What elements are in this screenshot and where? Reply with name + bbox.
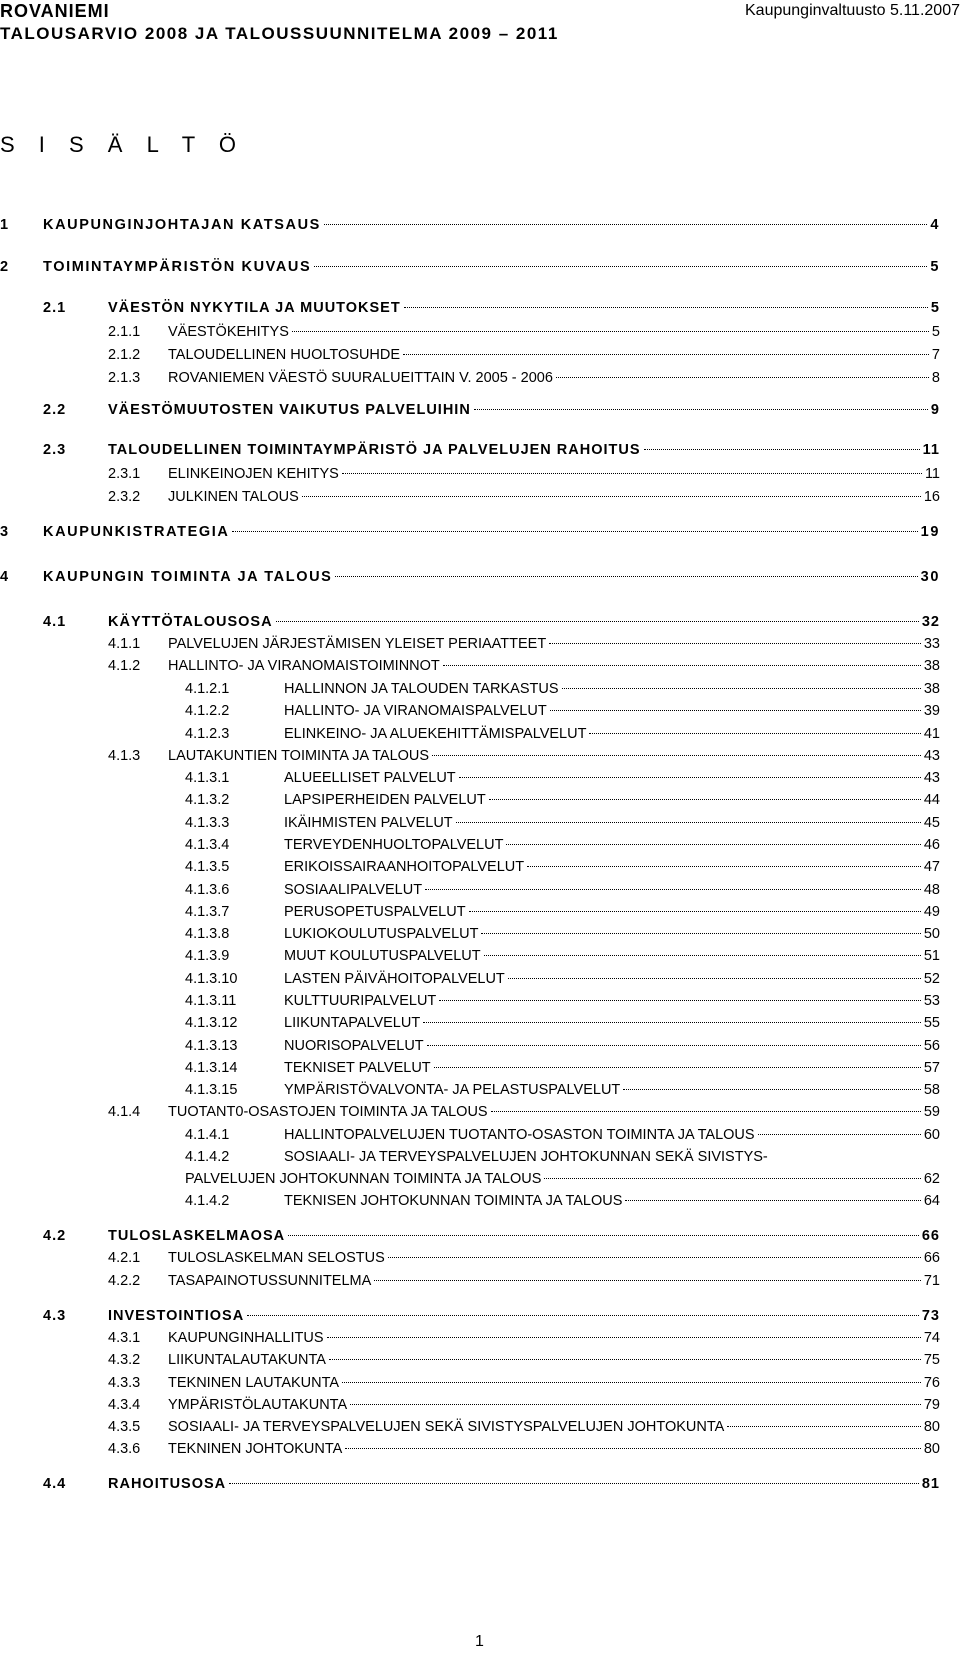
toc-entry-number: 4.1.3.13 xyxy=(185,1038,238,1054)
toc-entry-title: NUORISOPALVELUT xyxy=(284,1038,424,1054)
toc-entry-page: 49 xyxy=(923,904,940,920)
toc-entry-title: KÄYTTÖTALOUSOSA xyxy=(108,614,273,630)
toc-entry[interactable] xyxy=(185,1058,940,1078)
toc-entry-number: 2.1 xyxy=(43,300,67,316)
toc-entry[interactable] xyxy=(185,813,940,833)
toc-entry-number: 4.3.6 xyxy=(108,1441,141,1457)
dot-leader xyxy=(302,496,921,497)
toc-entry-number: 4.1.3.4 xyxy=(185,837,230,853)
dot-leader xyxy=(434,1067,921,1068)
page-number: 1 xyxy=(475,1633,484,1650)
toc-entry-title: TEKNINEN LAUTAKUNTA xyxy=(168,1375,340,1391)
dot-leader xyxy=(589,733,920,734)
toc-entry-number: 4.1.4.2 xyxy=(185,1149,230,1165)
toc-entry[interactable] xyxy=(185,1191,940,1211)
toc-entry-number: 4.1.3.10 xyxy=(185,971,238,987)
toc-entry[interactable] xyxy=(108,1395,940,1415)
toc-entry-number: 4.3.2 xyxy=(108,1352,141,1368)
toc-entry-page: 75 xyxy=(923,1352,940,1368)
toc-entry-title: VÄESTÖMUUTOSTEN VAIKUTUS PALVELUIHIN xyxy=(108,402,471,418)
toc-entry-page: 56 xyxy=(923,1038,940,1054)
dot-leader xyxy=(404,307,928,308)
toc-entry[interactable] xyxy=(108,1271,940,1291)
toc-entry[interactable] xyxy=(43,1226,940,1246)
toc-entry-number: 4.2.2 xyxy=(108,1273,141,1289)
toc-entry-page: 43 xyxy=(923,748,940,764)
toc-entry[interactable] xyxy=(185,1080,940,1100)
toc-entry[interactable] xyxy=(108,1350,940,1370)
toc-entry-title: ROVANIEMEN VÄESTÖ SUURALUEITTAIN V. 2005 - 2006 xyxy=(168,370,553,386)
toc-entry-number: 4.1.4.2 xyxy=(185,1193,230,1209)
toc-entry-number: 4.1.3.15 xyxy=(185,1082,238,1098)
header-subtitle: TALOUSARVIO 2008 JA TALOUSSUUNNITELMA 2009 – 2011 xyxy=(0,24,559,43)
toc-entry-title: SOSIAALI- JA TERVEYSPALVELUJEN JOHTOKUNNAN SEKÄ SIVISTYS- xyxy=(284,1149,768,1165)
toc-entry-page: 19 xyxy=(920,524,940,540)
toc-entry[interactable] xyxy=(185,768,940,788)
dot-leader xyxy=(549,643,921,644)
toc-entry[interactable] xyxy=(43,440,940,460)
toc-entry[interactable] xyxy=(185,1036,940,1056)
toc-entry[interactable] xyxy=(185,835,940,855)
toc-entry[interactable] xyxy=(0,522,940,542)
toc-entry[interactable] xyxy=(185,924,940,944)
toc-entry-page: 9 xyxy=(930,402,940,418)
toc-entry[interactable] xyxy=(43,400,940,420)
toc-entry-page: 11 xyxy=(924,466,940,482)
toc-entry-page: 66 xyxy=(923,1250,940,1266)
header-city: ROVANIEMI xyxy=(0,1,110,21)
toc-entry-number: 4.3.3 xyxy=(108,1375,141,1391)
dot-leader xyxy=(423,1022,921,1023)
dot-leader xyxy=(342,1382,921,1383)
toc-entry-number: 4.1.3.12 xyxy=(185,1015,238,1031)
toc-entry-number: 4.1.4 xyxy=(108,1104,141,1120)
dot-leader xyxy=(427,1045,921,1046)
toc-entry-page: 53 xyxy=(923,993,940,1009)
toc-entry[interactable] xyxy=(185,991,940,1011)
toc-entry-number: 4.1 xyxy=(43,614,67,630)
toc-entry-number: 2.3.2 xyxy=(108,489,141,505)
toc-entry[interactable] xyxy=(108,464,940,484)
toc-entry-page: 5 xyxy=(931,324,940,340)
dot-leader xyxy=(329,1359,921,1360)
toc-entry-title: PALVELUJEN JÄRJESTÄMISEN YLEISET PERIAATTEET xyxy=(168,636,547,652)
toc-entry-title-continued: PALVELUJEN JOHTOKUNNAN TOIMINTA JA TALOUS xyxy=(185,1171,542,1187)
toc-entry[interactable] xyxy=(108,1373,940,1393)
toc-entry-title: HALLINNON JA TALOUDEN TARKASTUS xyxy=(284,681,559,697)
dot-leader xyxy=(327,1337,921,1338)
toc-entry[interactable] xyxy=(185,857,940,877)
toc-entry-number: 4.1.2.3 xyxy=(185,726,230,742)
toc-entry-title: KULTTUURIPALVELUT xyxy=(284,993,437,1009)
toc-entry-page: 66 xyxy=(921,1228,940,1244)
toc-entry-title: LAUTAKUNTIEN TOIMINTA JA TALOUS xyxy=(168,748,430,764)
toc-entry-title: INVESTOINTIOSA xyxy=(108,1308,245,1324)
toc-entry-title: YMPÄRISTÖVALVONTA- JA PELASTUSPALVELUT xyxy=(284,1082,621,1098)
toc-entry-title: SOSIAALI- JA TERVEYSPALVELUJEN SEKÄ SIVISTYSPALVELUJEN JOHTOKUNTA xyxy=(168,1419,725,1435)
toc-entry-page: 81 xyxy=(921,1476,940,1492)
toc-entry-title: HALLINTO- JA VIRANOMAISTOIMINNOT xyxy=(168,658,440,674)
toc-entry-title: KAUPUNGIN TOIMINTA JA TALOUS xyxy=(43,569,333,585)
dot-leader xyxy=(481,933,920,934)
toc-entry-title: ALUEELLISET PALVELUT xyxy=(284,770,456,786)
dot-leader xyxy=(276,621,919,622)
toc-entry-page: 80 xyxy=(923,1441,940,1457)
toc-entry-continuation[interactable] xyxy=(185,1169,940,1189)
dot-leader xyxy=(288,1235,919,1236)
dot-leader xyxy=(229,1483,919,1484)
dot-leader xyxy=(314,266,927,267)
toc-entry-page: 74 xyxy=(923,1330,940,1346)
toc-entry-page: 51 xyxy=(923,948,940,964)
toc-entry-title: LIIKUNTALAUTAKUNTA xyxy=(168,1352,326,1368)
toc-entry-number: 4.1.3.14 xyxy=(185,1060,238,1076)
dot-leader xyxy=(374,1280,921,1281)
toc-entry-page: 30 xyxy=(920,569,940,585)
toc-entry[interactable] xyxy=(185,946,940,966)
toc-entry-number: 4.1.3.2 xyxy=(185,792,230,808)
toc-entry-number: 4.3.1 xyxy=(108,1330,141,1346)
toc-entry[interactable] xyxy=(43,612,940,632)
toc-entry-page: 43 xyxy=(923,770,940,786)
dot-leader xyxy=(335,576,917,577)
toc-entry-number: 2.3.1 xyxy=(108,466,141,482)
toc-entry-title: HALLINTOPALVELUJEN TUOTANTO-OSASTON TOIMINTA JA TALOUS xyxy=(284,1127,755,1143)
toc-entry-number: 4.1.2 xyxy=(108,658,141,674)
dot-leader xyxy=(727,1426,921,1427)
toc-entry-number: 4.1.3.5 xyxy=(185,859,230,875)
dot-leader xyxy=(443,665,921,666)
toc-entry[interactable] xyxy=(185,969,940,989)
dot-leader xyxy=(484,955,921,956)
toc-entry-number: 4 xyxy=(0,569,10,585)
toc-entry-number: 4.1.3 xyxy=(108,748,141,764)
toc-entry-page: 32 xyxy=(921,614,940,630)
toc-entry-page: 47 xyxy=(923,859,940,875)
toc-entry[interactable] xyxy=(108,1248,940,1268)
toc-entry[interactable] xyxy=(108,487,940,507)
toc-entry-page: 76 xyxy=(923,1375,940,1391)
toc-entry[interactable] xyxy=(0,257,940,277)
toc-entry-number: 4.3 xyxy=(43,1308,67,1324)
toc-entry-page: 48 xyxy=(923,882,940,898)
toc-entry-number: 4.2.1 xyxy=(108,1250,141,1266)
dot-leader xyxy=(758,1134,921,1135)
toc-entry-title: LASTEN PÄIVÄHOITOPALVELUT xyxy=(284,971,505,987)
toc-entry-title: SOSIAALIPALVELUT xyxy=(284,882,423,898)
toc-entry-title: TEKNINEN JOHTOKUNTA xyxy=(168,1441,343,1457)
toc-entry[interactable] xyxy=(43,298,940,318)
toc-entry-title: JULKINEN TALOUS xyxy=(168,489,299,505)
toc-entry[interactable] xyxy=(108,1328,940,1348)
dot-leader xyxy=(550,710,921,711)
toc-entry-number: 4.2 xyxy=(43,1228,67,1244)
toc-entry-title: LUKIOKOULUTUSPALVELUT xyxy=(284,926,479,942)
toc-entry-title: IKÄIHMISTEN PALVELUT xyxy=(284,815,453,831)
toc-entry-title: ERIKOISSAIRAANHOITOPALVELUT xyxy=(284,859,525,875)
dot-leader xyxy=(623,1089,921,1090)
dot-leader xyxy=(491,1111,921,1112)
toc-entry-number: 4.1.3.8 xyxy=(185,926,230,942)
dot-leader xyxy=(489,799,921,800)
dot-leader xyxy=(527,866,921,867)
toc-entry[interactable] xyxy=(108,322,940,342)
toc-entry-page: 59 xyxy=(923,1104,940,1120)
toc-entry-number: 4.1.2.2 xyxy=(185,703,230,719)
toc-entry-page: 79 xyxy=(923,1397,940,1413)
toc-entry-number: 4.1.3.7 xyxy=(185,904,230,920)
toc-entry[interactable] xyxy=(0,215,940,235)
toc-entry-page: 38 xyxy=(923,658,940,674)
dot-leader xyxy=(324,224,927,225)
toc-entry-page: 4 xyxy=(930,217,940,233)
toc-entry-page: 46 xyxy=(923,837,940,853)
toc-entry-title: VÄESTÖKEHITYS xyxy=(168,324,289,340)
toc-entry-title: TEKNISEN JOHTOKUNNAN TOIMINTA JA TALOUS xyxy=(284,1193,623,1209)
dot-leader xyxy=(345,1448,921,1449)
toc-entry-number: 1 xyxy=(0,217,10,233)
toc-entry-page: 73 xyxy=(921,1308,940,1324)
toc-entry-number: 2 xyxy=(0,259,10,275)
toc-entry[interactable] xyxy=(108,1417,940,1437)
header-meeting-date: Kaupunginvaltuusto 5.11.2007 xyxy=(745,2,960,19)
toc-entry-title: KAUPUNGINHALLITUS xyxy=(168,1330,324,1346)
toc-entry[interactable] xyxy=(108,368,940,388)
toc-entry[interactable] xyxy=(185,679,940,699)
toc-entry[interactable] xyxy=(185,1147,940,1167)
toc-entry[interactable] xyxy=(43,1474,940,1494)
toc-entry-page: 80 xyxy=(923,1419,940,1435)
toc-entry-number: 2.3 xyxy=(43,442,67,458)
dot-leader xyxy=(625,1200,920,1201)
dot-leader xyxy=(292,331,929,332)
toc-entry-number: 3 xyxy=(0,524,10,540)
toc-entry-number: 4.1.3.6 xyxy=(185,882,230,898)
toc-entry[interactable] xyxy=(108,1439,940,1459)
toc-entry-page: 11 xyxy=(922,442,940,458)
toc-entry-number: 2.1.1 xyxy=(108,324,141,340)
toc-entry[interactable] xyxy=(185,790,940,810)
toc-entry-title: TALOUDELLINEN TOIMINTAYMPÄRISTÖ JA PALVELUJEN RAHOITUS xyxy=(108,442,641,458)
dot-leader xyxy=(644,449,920,450)
toc-entry-page: 62 xyxy=(923,1171,940,1187)
dot-leader xyxy=(439,1000,921,1001)
toc-entry-title: ELINKEINOJEN KEHITYS xyxy=(168,466,339,482)
toc-entry-number: 4.1.2.1 xyxy=(185,681,230,697)
toc-entry-page: 5 xyxy=(930,300,940,316)
toc-entry-page: 50 xyxy=(923,926,940,942)
toc-entry-title: TERVEYDENHUOLTOPALVELUT xyxy=(284,837,504,853)
toc-entry-title: KAUPUNGINJOHTAJAN KATSAUS xyxy=(43,217,321,233)
toc-entry-page: 5 xyxy=(930,259,940,275)
toc-entry-title: RAHOITUSOSA xyxy=(108,1476,227,1492)
toc-entry-title: TASAPAINOTUSSUNNITELMA xyxy=(168,1273,372,1289)
toc-entry-page: 8 xyxy=(931,370,940,386)
toc-entry-title: YMPÄRISTÖLAUTAKUNTA xyxy=(168,1397,348,1413)
toc-entry-title: ELINKEINO- JA ALUEKEHITTÄMISPALVELUT xyxy=(284,726,587,742)
toc-heading: S I S Ä L T Ö xyxy=(0,132,245,157)
toc-entry[interactable] xyxy=(43,1306,940,1326)
toc-entry-page: 71 xyxy=(923,1273,940,1289)
toc-entry[interactable] xyxy=(0,567,940,587)
toc-entry-page: 38 xyxy=(923,681,940,697)
toc-entry-title: MUUT KOULUTUSPALVELUT xyxy=(284,948,481,964)
dot-leader xyxy=(403,354,929,355)
toc-entry[interactable] xyxy=(108,345,940,365)
toc-entry-page: 16 xyxy=(923,489,940,505)
toc-entry-page: 64 xyxy=(923,1193,940,1209)
toc-entry[interactable] xyxy=(185,1125,940,1145)
toc-entry[interactable] xyxy=(185,880,940,900)
dot-leader xyxy=(508,978,921,979)
dot-leader xyxy=(388,1257,921,1258)
toc-entry[interactable] xyxy=(185,724,940,744)
dot-leader xyxy=(562,688,921,689)
dot-leader xyxy=(469,911,921,912)
toc-entry-page: 55 xyxy=(923,1015,940,1031)
toc-entry-title: LIIKUNTAPALVELUT xyxy=(284,1015,421,1031)
toc-entry-number: 2.1.3 xyxy=(108,370,141,386)
toc-entry-number: 4.1.4.1 xyxy=(185,1127,230,1143)
toc-entry-title: TALOUDELLINEN HUOLTOSUHDE xyxy=(168,347,401,363)
toc-entry-title: LAPSIPERHEIDEN PALVELUT xyxy=(284,792,486,808)
toc-entry-page: 57 xyxy=(923,1060,940,1076)
toc-entry-page: 7 xyxy=(931,347,940,363)
toc-entry-number: 4.3.4 xyxy=(108,1397,141,1413)
toc-entry-number: 4.1.3.9 xyxy=(185,948,230,964)
dot-leader xyxy=(232,531,917,532)
toc-entry-number: 2.1.2 xyxy=(108,347,141,363)
toc-entry-title: TUOTANT0-OSASTOJEN TOIMINTA JA TALOUS xyxy=(168,1104,488,1120)
toc-entry-page: 39 xyxy=(923,703,940,719)
dot-leader xyxy=(544,1178,920,1179)
toc-entry-number: 4.1.1 xyxy=(108,636,141,652)
dot-leader xyxy=(556,377,929,378)
toc-entry-title: TOIMINTAYMPÄRISTÖN KUVAUS xyxy=(43,259,312,275)
toc-entry-page: 52 xyxy=(923,971,940,987)
toc-entry[interactable] xyxy=(185,902,940,922)
dot-leader xyxy=(456,822,921,823)
toc-entry-page: 58 xyxy=(923,1082,940,1098)
toc-entry-page: 33 xyxy=(923,636,940,652)
toc-entry[interactable] xyxy=(108,1102,940,1122)
toc-entry-page: 41 xyxy=(923,726,940,742)
dot-leader xyxy=(432,755,921,756)
dot-leader xyxy=(350,1404,921,1405)
toc-entry-number: 2.2 xyxy=(43,402,67,418)
dot-leader xyxy=(474,409,928,410)
dot-leader xyxy=(459,777,921,778)
toc-entry[interactable] xyxy=(108,656,940,676)
toc-entry-title: TULOSLASKELMAN SELOSTUS xyxy=(168,1250,385,1266)
toc-entry-title: TULOSLASKELMAOSA xyxy=(108,1228,286,1244)
toc-entry-title: HALLINTO- JA VIRANOMAISPALVELUT xyxy=(284,703,547,719)
toc-entry-page: 45 xyxy=(923,815,940,831)
toc-entry[interactable] xyxy=(108,634,940,654)
toc-entry-number: 4.3.5 xyxy=(108,1419,141,1435)
toc-entry-title: VÄESTÖN NYKYTILA JA MUUTOKSET xyxy=(108,300,401,316)
toc-entry[interactable] xyxy=(185,701,940,721)
toc-entry-number: 4.1.3.11 xyxy=(185,993,237,1009)
toc-entry-title: TEKNISET PALVELUT xyxy=(284,1060,431,1076)
dot-leader xyxy=(342,473,922,474)
toc-entry-number: 4.1.3.3 xyxy=(185,815,230,831)
dot-leader xyxy=(425,889,921,890)
toc-entry-title: KAUPUNKISTRATEGIA xyxy=(43,524,230,540)
toc-entry-title: PERUSOPETUSPALVELUT xyxy=(284,904,466,920)
dot-leader xyxy=(506,844,920,845)
toc-entry[interactable] xyxy=(108,746,940,766)
toc-entry-number: 4.1.3.1 xyxy=(185,770,230,786)
dot-leader xyxy=(247,1315,919,1316)
toc-entry[interactable] xyxy=(185,1013,940,1033)
toc-entry-page: 60 xyxy=(923,1127,940,1143)
toc-entry-page: 44 xyxy=(923,792,940,808)
toc-entry-number: 4.4 xyxy=(43,1476,67,1492)
